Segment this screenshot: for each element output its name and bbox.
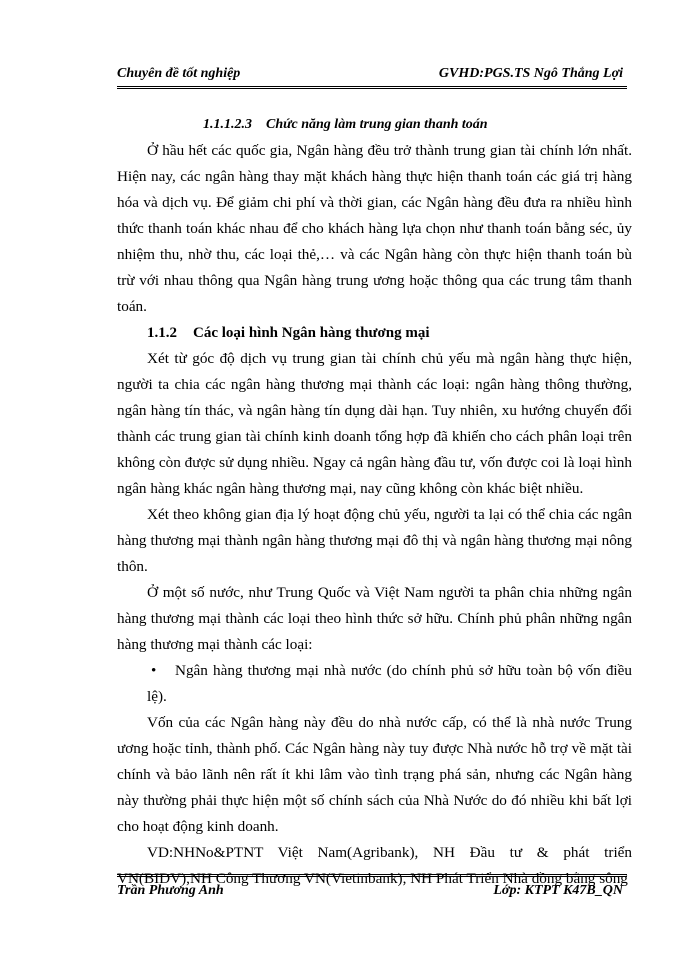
paragraph: Ở hầu hết các quốc gia, Ngân hàng đều trở thành trung gian tài chính lớn nhất. Hiện nay, các ngân hàng thay mặt khách hàng thực hiện thanh toán các giá trị hàng hóa và dịch vụ. Để giảm chi phí và thời gian, các Ngân hàng đều đưa ra nhiều hình thức thanh toán khác nhau để cho khách hàng lựa chọn như thanh toán bằng séc, ủy nhiệm thu, nhờ thu, các loại thẻ,… và các Ngân hàng còn thực hiện thanh toán bù trừ với nhau thông qua Ngân hàng trung ương hoặc thông qua các trung tâm thanh toán. xyxy=(117,142,632,315)
bullet-text: Ngân hàng thương mại nhà nước (do chính phủ sở hữu toàn bộ vốn điều lệ). xyxy=(147,662,632,705)
section-number: 1.1.1.2.3 xyxy=(203,117,252,132)
section-heading-1-1-2 xyxy=(117,320,632,346)
page-footer xyxy=(117,874,627,898)
page-content xyxy=(117,112,632,892)
section-number: 1.1.2 xyxy=(147,325,177,341)
header-document-title: Chuyên đề tốt nghiệp xyxy=(117,66,241,81)
bullet-icon: • xyxy=(151,662,157,679)
footer-author: Trần Phương Anh xyxy=(117,883,224,898)
paragraph: VD:NHNo&PTNT Việt Nam(Agribank), NH Đầu tư & phát triển VN(BIDV),NH Công Thương VN(Vietinbank), NH Phát Triển Nhà đồng bằng sông xyxy=(117,844,632,887)
paragraph: Vốn của các Ngân hàng này đều do nhà nước cấp, có thể là nhà nước Trung ương hoặc tỉnh, thành phố. Các Ngân hàng này tuy được Nhà nước hỗ trợ về mặt tài chính và bảo lãnh nên rất ít khi lâm vào tình trạng phá sản, nhưng các Ngân hàng này thường phải thực hiện một số chính sách của Nhà Nước do đó nhiều khi bất lợi cho hoạt động kinh doanh. xyxy=(117,714,632,835)
bullet-item xyxy=(117,658,632,710)
footer-class: Lớp: KTPT K47B_QN xyxy=(493,883,623,898)
section-heading-1-1-1-2-3 xyxy=(117,112,632,138)
paragraph: Xét từ góc độ dịch vụ trung gian tài chính chủ yếu mà ngân hàng thực hiện, người ta chia các ngân hàng thương mại thành các loại: ngân hàng thông thường, ngân hàng tín thác, và ngân hàng tín dụng dài hạn. Tuy nhiên, xu hướng chuyển đổi thành các trung gian tài chính kinh doanh tổng hợp đã khiến cho cách phân loại trên không còn được sử dụng nhiều. Ngay cả ngân hàng đầu tư, vốn được coi là loại hình ngân hàng khác ngân hàng thương mại, nay cũng không còn khác biệt nhiều. xyxy=(117,350,632,497)
section-title: Chức năng làm trung gian thanh toán xyxy=(266,117,488,132)
page-header xyxy=(117,66,627,89)
section-title: Các loại hình Ngân hàng thương mại xyxy=(193,325,430,341)
header-supervisor: GVHD:PGS.TS Ngô Thắng Lợi xyxy=(438,66,623,81)
paragraph: Xét theo không gian địa lý hoạt động chủ yếu, người ta lại có thể chia các ngân hàng thương mại thành ngân hàng thương mại đô thị và ngân hàng thương mại nông thôn. xyxy=(117,506,632,575)
paragraph: Ở một số nước, như Trung Quốc và Việt Nam người ta phân chia những ngân hàng thương mại thành các loại theo hình thức sở hữu. Chính phủ phân những ngân hàng thương mại thành các loại: xyxy=(117,584,632,653)
